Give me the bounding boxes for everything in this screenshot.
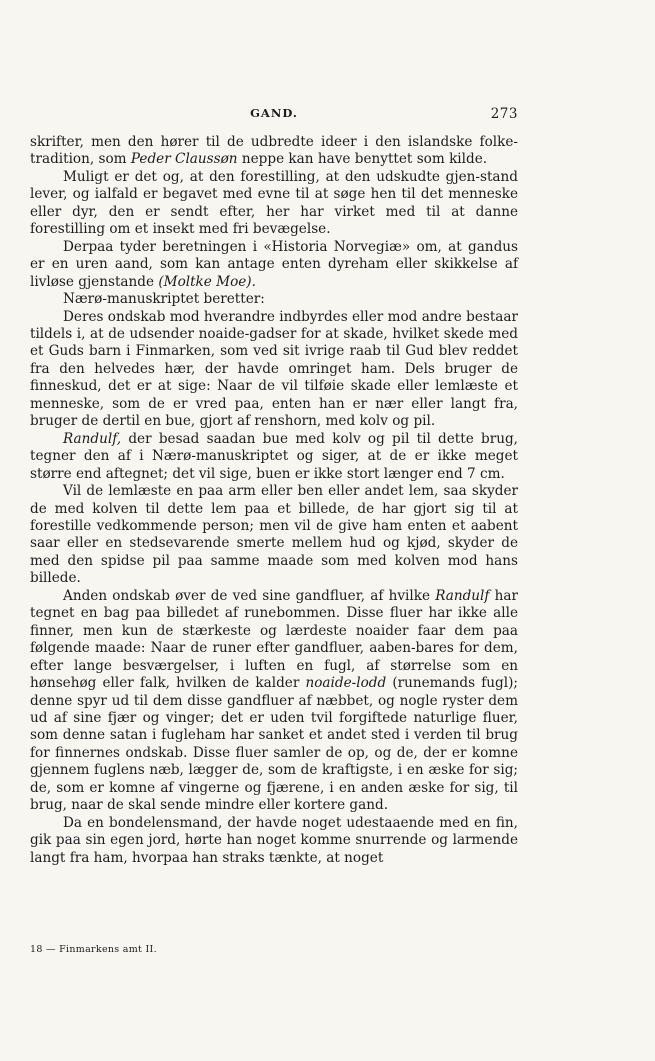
- paragraph: [30, 431, 518, 483]
- text-run: Vil de lemlæste en paa arm eller ben eller andet lem, saa skyder de med kolven til dette lem paa et billede, de har gjort sig til at forestille vedkommende person; men vil de give ham enten et aabent saar eller en stedsevarende smerte mellem hud og kjød, skyder de med den spidse pil paa samme maade som med kolven mod hans billede.: [30, 483, 518, 587]
- running-title: GAND.: [250, 106, 298, 120]
- body-text: [30, 134, 518, 867]
- paragraph: [30, 588, 518, 815]
- text-run: skrifter, men den hører til de udbredte ideer i den islandske folke-tradition, som: [30, 134, 518, 168]
- text-run: (runemands fugl); denne spyr ud til dem disse gandfluer af næbbet, og nogle ryster dem ud af sine fjær og vinger; det er uden tvil forgiftede naturlige fluer, som denne satan i fugleham har sanket et andet sted i verden til brug for finnernes ondskab. Disse fluer samler de op, og de, der er komne gjennem fuglens næb, lægger de, som de kraftigste, i en æske for sig; de, som er komne af vingerne og fjærene, i en anden æske for sig, til brug, naar de skal sende mindre eller kortere gand.: [30, 675, 518, 814]
- italic-text: Randulf: [435, 587, 490, 604]
- text-run: der besad saadan bue med kolv og pil til dette brug, tegner den af i Nærø-manuskriptet og siger, at de er ikke meget større end aftegnet; det vil sige, buen er ikke stort længer end 7 cm.: [30, 430, 518, 482]
- italic-text: Peder Claussøn: [130, 151, 238, 168]
- text-run: neppe kan have benyttet som kilde.: [237, 151, 488, 168]
- paragraph: [30, 483, 518, 588]
- italic-text: (Moltke Moe).: [158, 273, 256, 290]
- text-run: Anden ondskab øver de ved sine gandfluer, af hvilke: [63, 587, 436, 604]
- text-run: Da en bondelensmand, der havde noget udestaaende med en fin, gik paa sin egen jord, hørte han noget komme snurrende og larmende langt fra ham, hvorpaa han straks tænkte, at noget: [30, 814, 518, 866]
- text-run: Derpaa tyder beretningen i «Historia Norvegiæ» om, at gandus er en uren aand, som kan antage enten dyreham eller skikkelse af livløse gjenstande: [30, 238, 518, 290]
- text-run: Nærø-manuskriptet beretter:: [63, 291, 265, 308]
- running-head: [30, 106, 518, 124]
- italic-text: noaide-lodd: [305, 675, 387, 692]
- paragraph: [30, 309, 518, 431]
- paragraph: [30, 239, 518, 291]
- italic-text: Randulf,: [63, 430, 122, 447]
- sheet-signature: 18 — Finmarkens amt II.: [30, 944, 157, 955]
- text-run: Deres ondskab mod hverandre indbyrdes eller mod andre bestaar tildels i, at de udsender noaide-gadser for at skade, hvilket skede med et Guds barn i Finmarken, som ved sit ivrige raab til Gud blev reddet fra den helvedes hær, der havde omringet ham. Dels bruger de finneskud, det er at sige: Naar de vil tilføie skade eller lemlæste et menneske, som de er vred paa, enten han er nær eller langt fra, bruger de dertil en bue, gjort af renshorn, med kolv og pil.: [30, 308, 519, 430]
- paragraph: [30, 134, 518, 169]
- text-run: har tegnet en bag paa billedet af runebommen. Disse fluer har ikke alle finner, men kun de stærkeste og lærdeste noaider faar dem paa følgende maade: Naar de runer efter gandfluer, aaben-bares for dem, efter lange besværgelser, i luften en fugl, af størrelse som en hønsehøg eller falk, hvilken de kalder: [30, 587, 518, 692]
- text-run: Muligt er det og, at den forestilling, at den udskudte gjen-stand lever, og ialfald er begavet med evne til at søge hen til det menneske eller dyr, den er sendt efter, her har virket med til at danne forestilling om et insekt med fri bevægelse.: [30, 168, 518, 238]
- page-number: 273: [490, 106, 518, 122]
- paragraph: [30, 169, 518, 239]
- paragraph: [30, 291, 518, 308]
- paragraph: [30, 815, 518, 867]
